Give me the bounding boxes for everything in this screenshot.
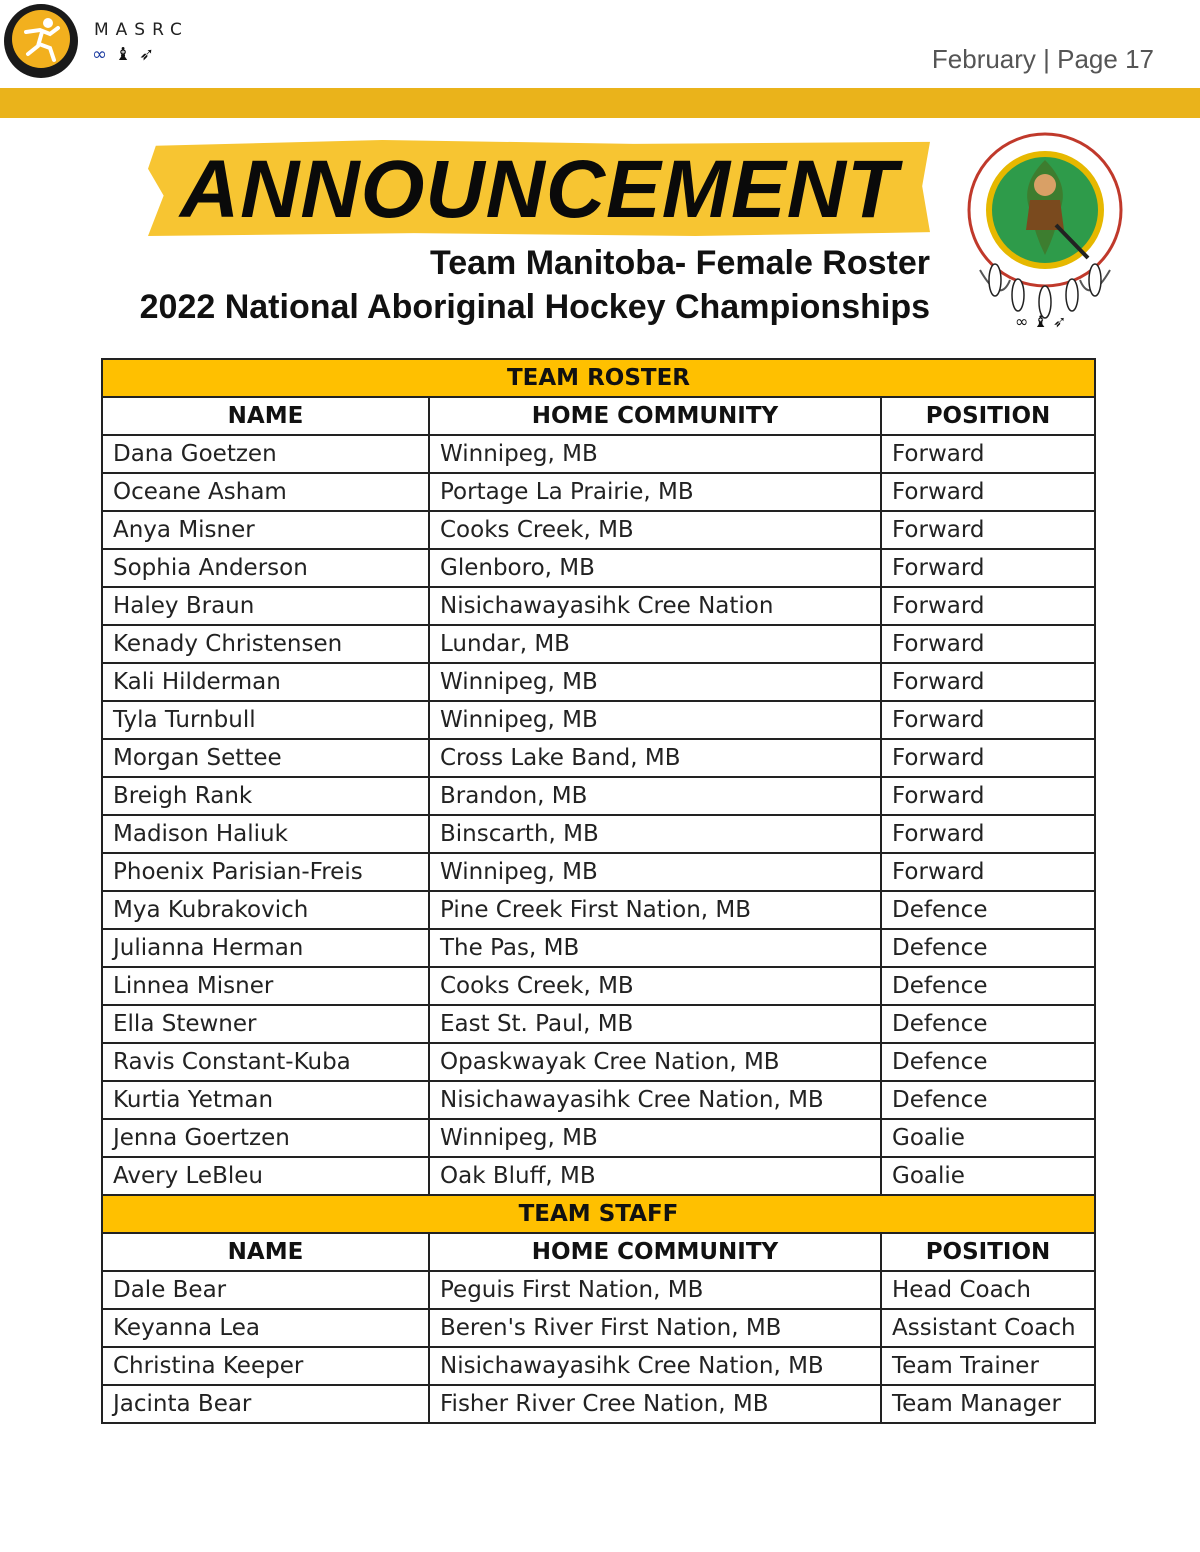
name-cell: Oceane Asham xyxy=(102,473,429,511)
community-cell: Winnipeg, MB xyxy=(429,1119,881,1157)
position-cell: Forward xyxy=(881,625,1095,663)
table-row xyxy=(102,891,1095,929)
table-row xyxy=(102,1081,1095,1119)
masrc-logo xyxy=(4,2,204,82)
community-cell: Winnipeg, MB xyxy=(429,435,881,473)
name-cell: Kurtia Yetman xyxy=(102,1081,429,1119)
brand-symbols-icon: ∞♝➶ xyxy=(92,44,163,65)
position-cell: Forward xyxy=(881,777,1095,815)
table-row xyxy=(102,1347,1095,1385)
brand-name: MASRC xyxy=(94,20,189,40)
name-cell: Christina Keeper xyxy=(102,1347,429,1385)
runner-icon xyxy=(18,14,64,64)
position-cell: Forward xyxy=(881,587,1095,625)
community-cell: Pine Creek First Nation, MB xyxy=(429,891,881,929)
table-row xyxy=(102,777,1095,815)
name-cell: Kenady Christensen xyxy=(102,625,429,663)
svg-text:∞ ♝ ➶: ∞ ♝ ➶ xyxy=(1015,312,1067,330)
community-cell: Fisher River Cree Nation, MB xyxy=(429,1385,881,1423)
table-row xyxy=(102,625,1095,663)
table-row xyxy=(102,815,1095,853)
community-cell: Lundar, MB xyxy=(429,625,881,663)
position-cell: Defence xyxy=(881,1081,1095,1119)
name-cell: Morgan Settee xyxy=(102,739,429,777)
name-cell: Anya Misner xyxy=(102,511,429,549)
section-header-roster xyxy=(102,359,1095,397)
column-header-community: HOME COMMUNITY xyxy=(429,1233,881,1271)
table-row xyxy=(102,1271,1095,1309)
community-cell: Winnipeg, MB xyxy=(429,853,881,891)
community-cell: Peguis First Nation, MB xyxy=(429,1271,881,1309)
position-cell: Team Manager xyxy=(881,1385,1095,1423)
section-header-staff xyxy=(102,1195,1095,1233)
name-cell: Breigh Rank xyxy=(102,777,429,815)
community-cell: Winnipeg, MB xyxy=(429,701,881,739)
position-cell: Defence xyxy=(881,929,1095,967)
table-row xyxy=(102,1119,1095,1157)
column-header-name: NAME xyxy=(102,1233,429,1271)
table-row xyxy=(102,1309,1095,1347)
name-cell: Mya Kubrakovich xyxy=(102,891,429,929)
championship-subtitle: 2022 National Aboriginal Hockey Championships xyxy=(139,288,930,326)
name-cell: Tyla Turnbull xyxy=(102,701,429,739)
name-cell: Linnea Misner xyxy=(102,967,429,1005)
table-row xyxy=(102,511,1095,549)
name-cell: Kali Hilderman xyxy=(102,663,429,701)
position-cell: Forward xyxy=(881,853,1095,891)
name-cell: Ella Stewner xyxy=(102,1005,429,1043)
nahc-emblem-icon xyxy=(960,130,1130,330)
table-row xyxy=(102,435,1095,473)
table-row xyxy=(102,739,1095,777)
position-cell: Forward xyxy=(881,739,1095,777)
community-cell: The Pas, MB xyxy=(429,929,881,967)
name-cell: Jenna Goertzen xyxy=(102,1119,429,1157)
roster-subtitle: Team Manitoba- Female Roster xyxy=(429,244,930,282)
table-row xyxy=(102,1157,1095,1195)
column-header-position: POSITION xyxy=(881,1233,1095,1271)
header-accent-bar xyxy=(0,88,1200,118)
position-cell: Forward xyxy=(881,663,1095,701)
name-cell: Avery LeBleu xyxy=(102,1157,429,1195)
table-row xyxy=(102,701,1095,739)
name-cell: Keyanna Lea xyxy=(102,1309,429,1347)
table-row xyxy=(102,853,1095,891)
column-header-position: POSITION xyxy=(881,397,1095,435)
position-cell: Team Trainer xyxy=(881,1347,1095,1385)
position-cell: Forward xyxy=(881,511,1095,549)
page-reference: February | Page 17 xyxy=(931,44,1154,74)
table-row xyxy=(102,587,1095,625)
position-cell: Forward xyxy=(881,549,1095,587)
name-cell: Ravis Constant-Kuba xyxy=(102,1043,429,1081)
community-cell: Opaskwayak Cree Nation, MB xyxy=(429,1043,881,1081)
position-cell: Goalie xyxy=(881,1119,1095,1157)
community-cell: Portage La Prairie, MB xyxy=(429,473,881,511)
table-row xyxy=(102,1385,1095,1423)
community-cell: Glenboro, MB xyxy=(429,549,881,587)
community-cell: Cross Lake Band, MB xyxy=(429,739,881,777)
name-cell: Madison Haliuk xyxy=(102,815,429,853)
community-cell: Binscarth, MB xyxy=(429,815,881,853)
name-cell: Julianna Herman xyxy=(102,929,429,967)
table-row xyxy=(102,1043,1095,1081)
community-cell: Nisichawayasihk Cree Nation xyxy=(429,587,881,625)
section-title: TEAM ROSTER xyxy=(102,359,1095,397)
section-title: TEAM STAFF xyxy=(102,1195,1095,1233)
community-cell: Beren's River First Nation, MB xyxy=(429,1309,881,1347)
community-cell: East St. Paul, MB xyxy=(429,1005,881,1043)
column-header-name: NAME xyxy=(102,397,429,435)
community-cell: Nisichawayasihk Cree Nation, MB xyxy=(429,1347,881,1385)
name-cell: Sophia Anderson xyxy=(102,549,429,587)
community-cell: Nisichawayasihk Cree Nation, MB xyxy=(429,1081,881,1119)
table-row xyxy=(102,1005,1095,1043)
community-cell: Cooks Creek, MB xyxy=(429,511,881,549)
position-cell: Defence xyxy=(881,1005,1095,1043)
table-row xyxy=(102,549,1095,587)
position-cell: Head Coach xyxy=(881,1271,1095,1309)
table-row xyxy=(102,929,1095,967)
community-cell: Oak Bluff, MB xyxy=(429,1157,881,1195)
roster-table-body xyxy=(102,359,1095,1423)
position-cell: Forward xyxy=(881,815,1095,853)
table-row xyxy=(102,473,1095,511)
name-cell: Phoenix Parisian-Freis xyxy=(102,853,429,891)
name-cell: Dana Goetzen xyxy=(102,435,429,473)
position-cell: Assistant Coach xyxy=(881,1309,1095,1347)
column-header-community: HOME COMMUNITY xyxy=(429,397,881,435)
column-header-row xyxy=(102,1233,1095,1271)
name-cell: Dale Bear xyxy=(102,1271,429,1309)
community-cell: Cooks Creek, MB xyxy=(429,967,881,1005)
name-cell: Haley Braun xyxy=(102,587,429,625)
position-cell: Defence xyxy=(881,967,1095,1005)
table-row xyxy=(102,663,1095,701)
name-cell: Jacinta Bear xyxy=(102,1385,429,1423)
position-cell: Forward xyxy=(881,701,1095,739)
column-header-row xyxy=(102,397,1095,435)
page-header xyxy=(0,0,1200,90)
table-row xyxy=(102,967,1095,1005)
position-cell: Forward xyxy=(881,435,1095,473)
community-cell: Brandon, MB xyxy=(429,777,881,815)
community-cell: Winnipeg, MB xyxy=(429,663,881,701)
roster-table xyxy=(101,358,1096,1424)
position-cell: Forward xyxy=(881,473,1095,511)
position-cell: Defence xyxy=(881,1043,1095,1081)
position-cell: Goalie xyxy=(881,1157,1095,1195)
announcement-title: ANNOUNCEMENT xyxy=(179,144,899,235)
position-cell: Defence xyxy=(881,891,1095,929)
